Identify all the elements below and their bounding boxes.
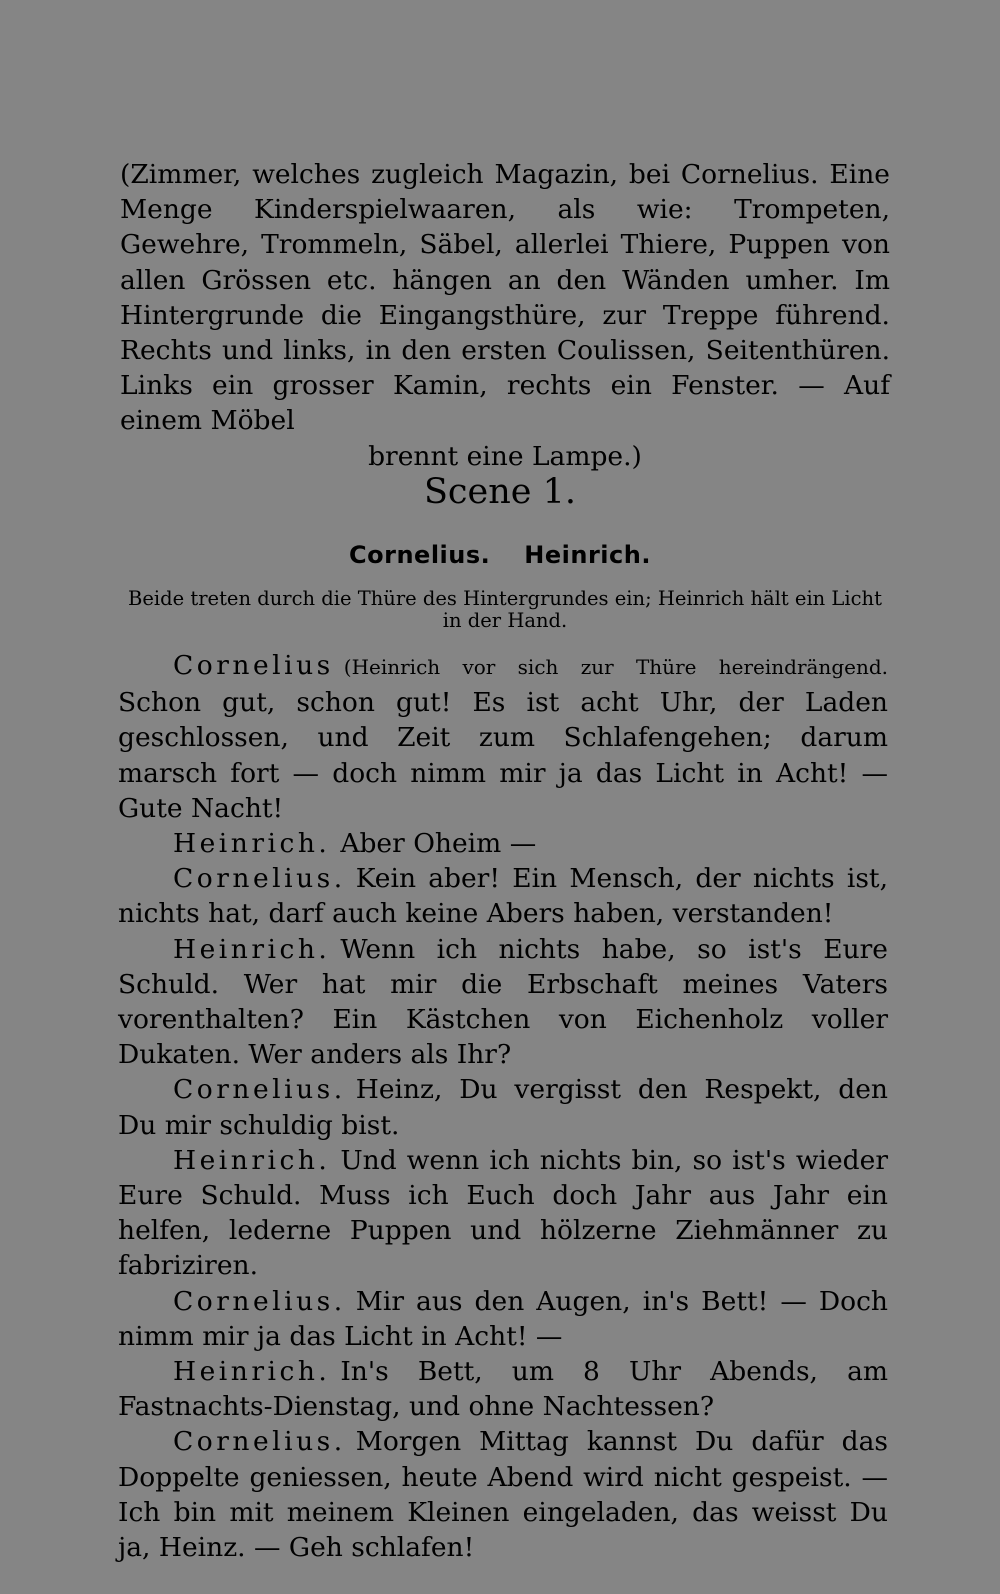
scene-title: Scene 1. [423,472,577,512]
speaker-name: Cornelius [173,650,334,681]
speaker-name: Heinrich. [173,933,331,965]
stage-intro [120,157,890,474]
speech-text: Schon gut, schon gut! Es ist acht Uhr, der Laden geschlossen, und Zeit zum Schlafengehen; darum marsch fort — doch nimm mir ja das Licht in Acht! — Gute Nacht! [118,687,888,824]
speech [118,1284,888,1354]
speech [118,1143,888,1284]
dialogue [118,648,888,1565]
cast-list [0,541,1000,569]
speaker-name: Cornelius. [173,1285,346,1317]
speech [118,1072,888,1142]
speech-text: Aber Oheim — [340,828,537,860]
speaker-name: Heinrich. [173,828,331,860]
speaker-name: Heinrich. [173,1356,331,1388]
speech-text: Und wenn ich nichts bin, so ist's wieder Eure Schuld. Muss ich Euch doch Jahr aus Jahr ein helfen, lederne Puppen und hölzerne Ziehmänner zu fabriziren. [118,1144,888,1282]
speech-text: Kein aber! Ein Mensch, der nichts ist, nichts hat, darf auch keine Abers haben, verstanden! [118,863,888,930]
speech [118,826,888,861]
speech-text: Heinz, Du vergisst den Respekt, den Du mir schuldig bist. [118,1074,888,1141]
speaker-name: Cornelius. [173,1074,346,1106]
speech [118,932,888,1073]
speech [118,1354,888,1424]
cast-member: Cornelius. [349,541,491,569]
speech [118,648,888,826]
speech [118,1424,888,1565]
speech-text: Wenn ich nichts habe, so ist's Eure Schuld. Wer hat mir die Erbschaft meines Vaters vorenthalten? Ein Kästchen von Eichenholz voller Dukaten. Wer anders als Ihr? [118,933,888,1071]
speaker-name: Heinrich. [173,1144,331,1176]
speech [118,861,888,931]
speech-text: Mir aus den Augen, in's Bett! — Doch nimm mir ja das Licht in Acht! — [118,1285,888,1352]
speech-text: Morgen Mittag kannst Du dafür das Doppelte geniessen, heute Abend wird nicht gespeist. — Ich bin mit meinem Kleinen eingeladen, das weisst Du ja, Heinz. — Geh schlafen! [118,1426,888,1564]
stage-intro-text: (Zimmer, welches zugleich Magazin, bei Cornelius. Eine Menge Kinderspielwaaren, als wie: Trompeten, Gewehre, Trommeln, Säbel, allerlei Thiere, Puppen von allen Grössen etc. hängen an den Wänden umher. Im Hintergrunde die Eingangsthüre, zur Treppe führend. Rechts und links, in den ersten Coulissen, Seitenthüren. Links ein grosser Kamin, rechts ein Fenster. — Auf einem Möbel [120,159,890,437]
inline-stage-direction: (Heinrich vor sich zur Thüre hereindrängend. [343,655,888,679]
speech-text: In's Bett, um 8 Uhr Abends, am Fastnachts-Dienstag, und ohne Nachtessen? [118,1356,888,1423]
stage-direction: Beide treten durch die Thüre des Hintergrundes ein; Heinrich hält ein Licht in der Hand. [128,587,882,632]
speaker-name: Cornelius. [173,863,346,895]
stage-intro-last-line: brennt eine Lampe.) [368,440,642,472]
speaker-name: Cornelius. [173,1426,346,1458]
cast-member: Heinrich. [524,541,651,569]
